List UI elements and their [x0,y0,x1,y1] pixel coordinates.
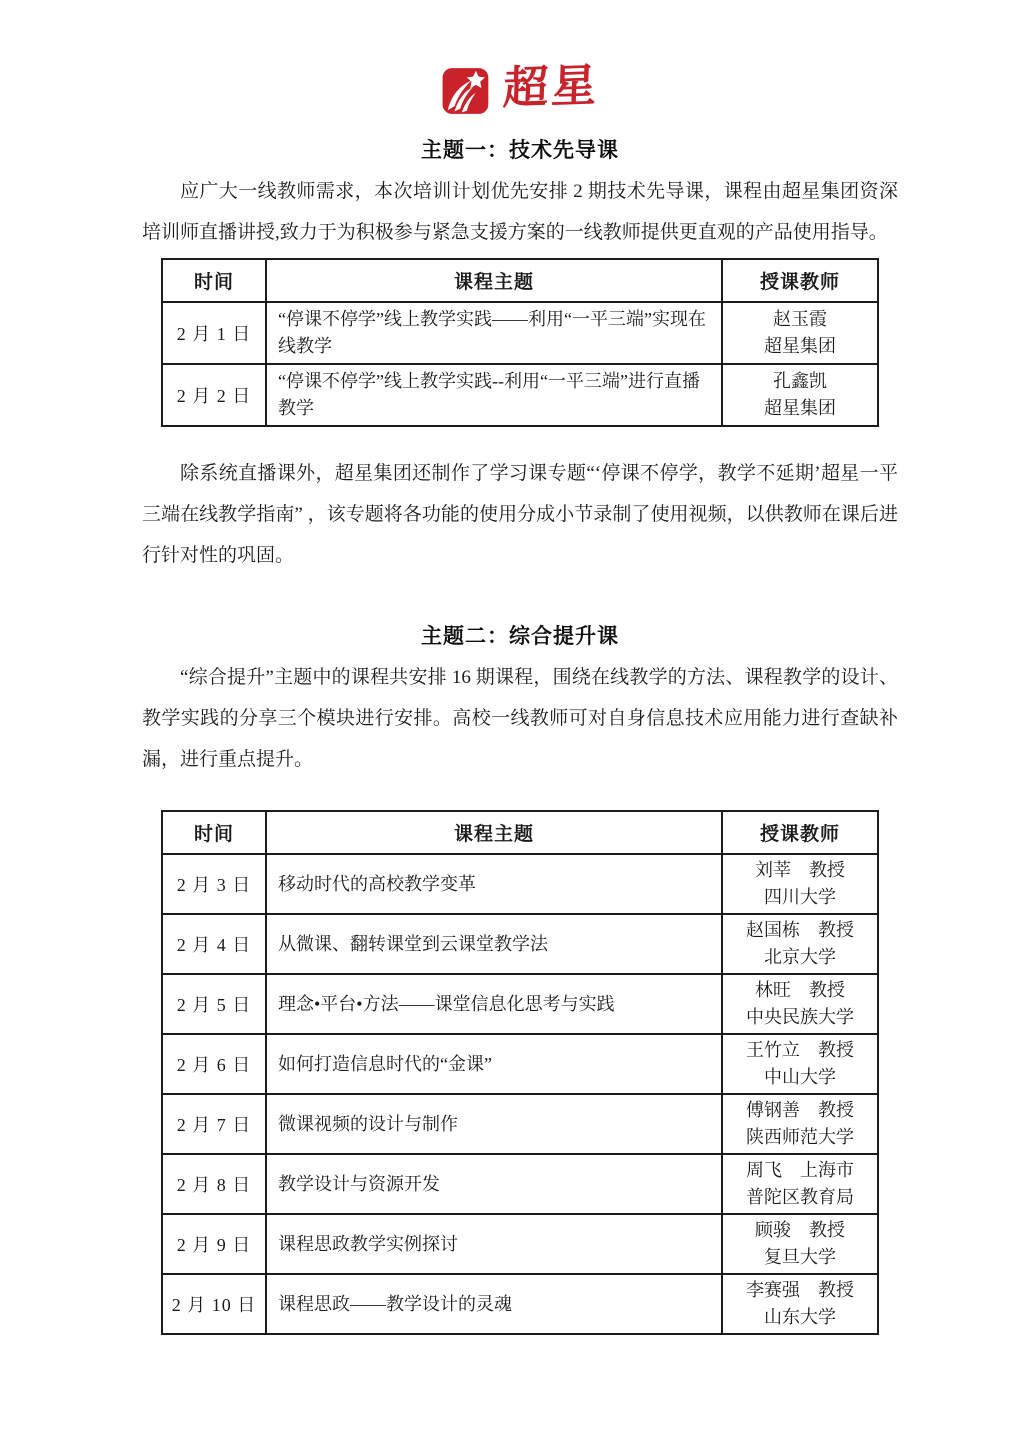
chaoxing-wordmark: 超星 [502,59,601,114]
teacher-name: 赵国栋 教授 [746,920,854,940]
course-teacher-cell [722,1154,878,1214]
course-date: 2 月 6 日 [162,1034,266,1094]
course-topic: 从微课、翻转课堂到云课堂教学法 [266,914,722,974]
course-date: 2 月 8 日 [162,1154,266,1214]
teacher-name: 赵玉霞 [773,309,827,329]
col-header-teacher: 授课教师 [722,259,878,302]
teacher-name: 孔鑫凯 [773,371,827,391]
section1-outro-paragraph: 除系统直播课外，超星集团还制作了学习课专题“‘停课不停学，教学不延期’超星一平三端在线教学指南” ，该专题将各功能的使用分成小节录制了使用视频，以供教师在课后进行针对性的巩固。 [142,463,898,566]
teacher-affiliation: 四川大学 [764,887,836,907]
table-row [162,1034,878,1094]
col-header-topic: 课程主题 [266,811,722,854]
teacher-affiliation: 山东大学 [764,1307,836,1327]
course-date: 2 月 5 日 [162,974,266,1034]
table-row [162,1214,878,1274]
table-row [162,364,878,426]
table-row [162,1154,878,1214]
course-topic: 课程思政教学实例探讨 [266,1214,722,1274]
section1-title: 主题一：技术先导课 [421,139,619,162]
course-topic: 移动时代的高校教学变革 [266,854,722,914]
course-date: 2 月 2 日 [162,364,266,426]
section2-table-header-row [162,811,878,854]
course-teacher-cell [722,1214,878,1274]
teacher-affiliation: 北京大学 [764,947,836,967]
teacher-affiliation: 普陀区教育局 [746,1187,854,1207]
teacher-affiliation: 超星集团 [764,336,836,356]
section1-table-header-row [162,259,878,302]
teacher-affiliation: 陕西师范大学 [746,1127,854,1147]
course-topic: 如何打造信息时代的“金课” [266,1034,722,1094]
col-header-teacher: 授课教师 [722,811,878,854]
course-teacher-cell [722,364,878,426]
section1-course-table [161,258,879,427]
teacher-name: 王竹立 教授 [746,1040,854,1060]
teacher-affiliation: 中央民族大学 [746,1007,854,1027]
course-teacher-cell [722,1274,878,1334]
course-topic: “停课不停学”线上教学实践--利用“一平三端”进行直播教学 [266,364,722,426]
teacher-affiliation: 超星集团 [764,398,836,418]
teacher-name: 林旺 教授 [755,980,845,1000]
table-row [162,974,878,1034]
course-topic: 课程思政——教学设计的灵魂 [266,1274,722,1334]
course-date: 2 月 10 日 [162,1274,266,1334]
section2-title: 主题二：综合提升课 [421,625,619,648]
chaoxing-logo [142,59,898,118]
section2-intro-paragraph: “综合提升”主题中的课程共安排 16 期课程，围绕在线教学的方法、课程教学的设计、教学实践的分享三个模块进行安排。高校一线教师可对自身信息技术应用能力进行查缺补漏，进行重点提升。 [142,667,898,770]
course-topic: 微课视频的设计与制作 [266,1094,722,1154]
table-row [162,302,878,364]
teacher-name: 刘莘 教授 [755,860,845,880]
teacher-affiliation: 复旦大学 [764,1247,836,1267]
teacher-name: 顾骏 教授 [755,1220,845,1240]
section2-course-table [161,810,879,1335]
course-topic: 理念•平台•方法——课堂信息化思考与实践 [266,974,722,1034]
course-teacher-cell [722,1034,878,1094]
course-topic: “停课不停学”线上教学实践——利用“一平三端”实现在线教学 [266,302,722,364]
course-teacher-cell [722,302,878,364]
table-row [162,914,878,974]
table-row [162,1094,878,1154]
col-header-time: 时间 [162,811,266,854]
course-date: 2 月 7 日 [162,1094,266,1154]
course-teacher-cell [722,914,878,974]
chaoxing-shooting-star-icon [441,64,493,116]
course-teacher-cell [722,854,878,914]
course-date: 2 月 9 日 [162,1214,266,1274]
table-row [162,854,878,914]
course-date: 2 月 1 日 [162,302,266,364]
course-date: 2 月 4 日 [162,914,266,974]
teacher-affiliation: 中山大学 [764,1067,836,1087]
teacher-name: 周飞 上海市 [746,1160,854,1180]
course-date: 2 月 3 日 [162,854,266,914]
teacher-name: 傅钢善 教授 [746,1100,854,1120]
table-row [162,1274,878,1334]
course-teacher-cell [722,974,878,1034]
course-topic: 教学设计与资源开发 [266,1154,722,1214]
teacher-name: 李赛强 教授 [746,1280,854,1300]
course-teacher-cell [722,1094,878,1154]
col-header-time: 时间 [162,259,266,302]
section1-intro-paragraph: 应广大一线教师需求，本次培训计划优先安排 2 期技术先导课，课程由超星集团资深培训师直播讲授,致力于为积极参与紧急支援方案的一线教师提供更直观的产品使用指导。 [142,181,898,243]
col-header-topic: 课程主题 [266,259,722,302]
